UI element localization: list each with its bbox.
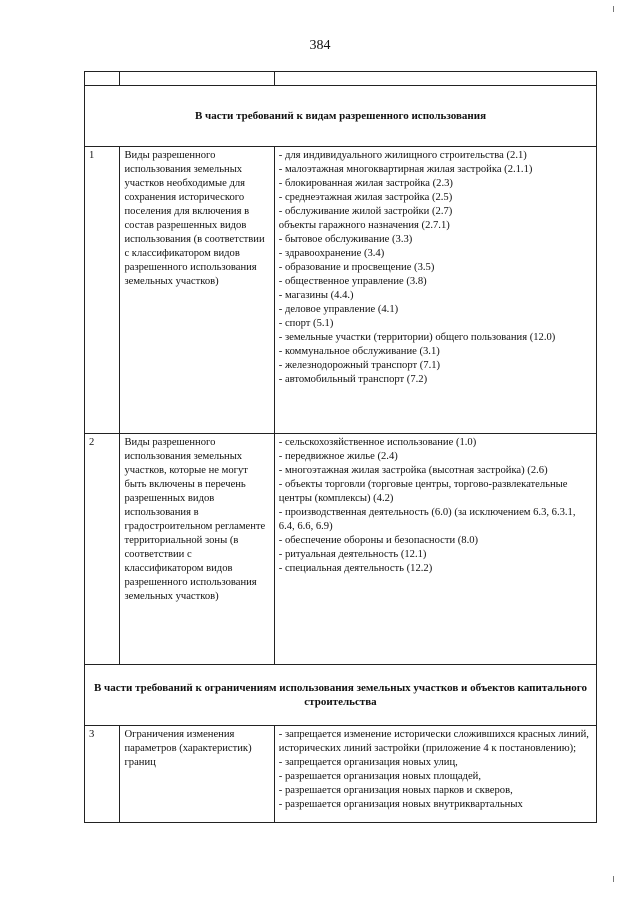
- row-name: Виды разрешенного использования земельных участков, которые не могут быть включены в перечень разрешенных видов использования в градостроительном регламенте территориальной зоны (в соответствии с классификатором видов разрешенного использования земельных участков): [120, 434, 274, 665]
- list-item: - специальная деятельность (12.2): [278, 563, 433, 574]
- row-name: Ограничения изменения параметров (характеристик) границ: [120, 726, 274, 823]
- page-number: 384: [309, 38, 331, 53]
- list-item: - производственная деятельность (6.0) (за исключением 6.3, 6.3.1, 6.4, 6.6, 6.9): [278, 507, 576, 532]
- requirements-table: [84, 71, 597, 823]
- list-item: - обеспечение обороны и безопасности (8.0): [278, 535, 479, 546]
- table-row: [85, 726, 597, 823]
- row-name: Виды разрешенного использования земельных участков необходимые для сохранения исторического поселения для включения в состав разрешенных видов использования (в соответствии с классификатором видов разрешенного использования земельных участков): [120, 147, 274, 434]
- list-item: - общественное управление (3.8): [278, 276, 427, 287]
- list-item: - образование и просвещение (3.5): [278, 262, 435, 273]
- list-item: - для индивидуального жилищного строительства (2.1): [278, 150, 527, 161]
- list-item: - земельные участки (территории) общего пользования (12.0): [278, 332, 556, 343]
- items-list: [279, 728, 592, 812]
- list-item: - коммунальное обслуживание (3.1): [278, 346, 440, 357]
- items-list: [279, 149, 592, 387]
- list-item: - передвижное жилье (2.4): [278, 451, 398, 462]
- scan-mark: [613, 876, 614, 882]
- list-item: - запрещается изменение исторически сложившихся красных линий, исторических линий застройки (приложение 4 к постановлению);: [278, 729, 589, 754]
- list-item: - разрешается организация новых внутриквартальных: [278, 799, 523, 810]
- table-header-row: [85, 72, 597, 86]
- list-item: - запрещается организация новых улиц,: [278, 757, 458, 768]
- list-item: - малоэтажная многоквартирная жилая застройка (2.1.1): [278, 164, 533, 175]
- table-row: [85, 434, 597, 665]
- list-item: - здравоохранение (3.4): [278, 248, 385, 259]
- items-list: [279, 436, 592, 576]
- list-item: - магазины (4.4.): [278, 290, 354, 301]
- list-item: - многоэтажная жилая застройка (высотная застройка) (2.6): [278, 465, 548, 476]
- scan-mark: [613, 6, 614, 12]
- list-item: - разрешается организация новых площадей,: [278, 771, 481, 782]
- list-item: - обслуживание жилой застройки (2.7): [278, 206, 453, 217]
- section-heading-row: [85, 86, 597, 147]
- list-item: - спорт (5.1): [278, 318, 334, 329]
- list-item: - деловое управление (4.1): [278, 304, 399, 315]
- list-item: - объекты торговли (торговые центры, торгово-развлекательные центры (комплексы) (4.2): [278, 479, 568, 504]
- list-item: - блокированная жилая застройка (2.3): [278, 178, 453, 189]
- list-item: - разрешается организация новых парков и скверов,: [278, 785, 513, 796]
- row-number: 1: [85, 147, 120, 434]
- table-row: [85, 147, 597, 434]
- list-item: - среднеэтажная жилая застройка (2.5): [278, 192, 453, 203]
- section-heading-row: [85, 665, 597, 726]
- list-item: - автомобильный транспорт (7.2): [278, 374, 428, 385]
- row-items: [274, 726, 596, 823]
- list-item: - железнодорожный транспорт (7.1): [278, 360, 441, 371]
- row-number: 3: [85, 726, 120, 823]
- row-items: [274, 147, 596, 434]
- list-item: - сельскохозяйственное использование (1.0): [278, 437, 477, 448]
- list-item: объекты гаражного назначения (2.7.1): [278, 220, 450, 231]
- list-item: - ритуальная деятельность (12.1): [278, 549, 427, 560]
- section-title-permitted-uses: В части требований к видам разрешенного использования: [85, 86, 597, 147]
- row-items: [274, 434, 596, 665]
- list-item: - бытовое обслуживание (3.3): [278, 234, 413, 245]
- section-title-restrictions: В части требований к ограничениям использования земельных участков и объектов капитального строительства: [85, 665, 597, 726]
- row-number: 2: [85, 434, 120, 665]
